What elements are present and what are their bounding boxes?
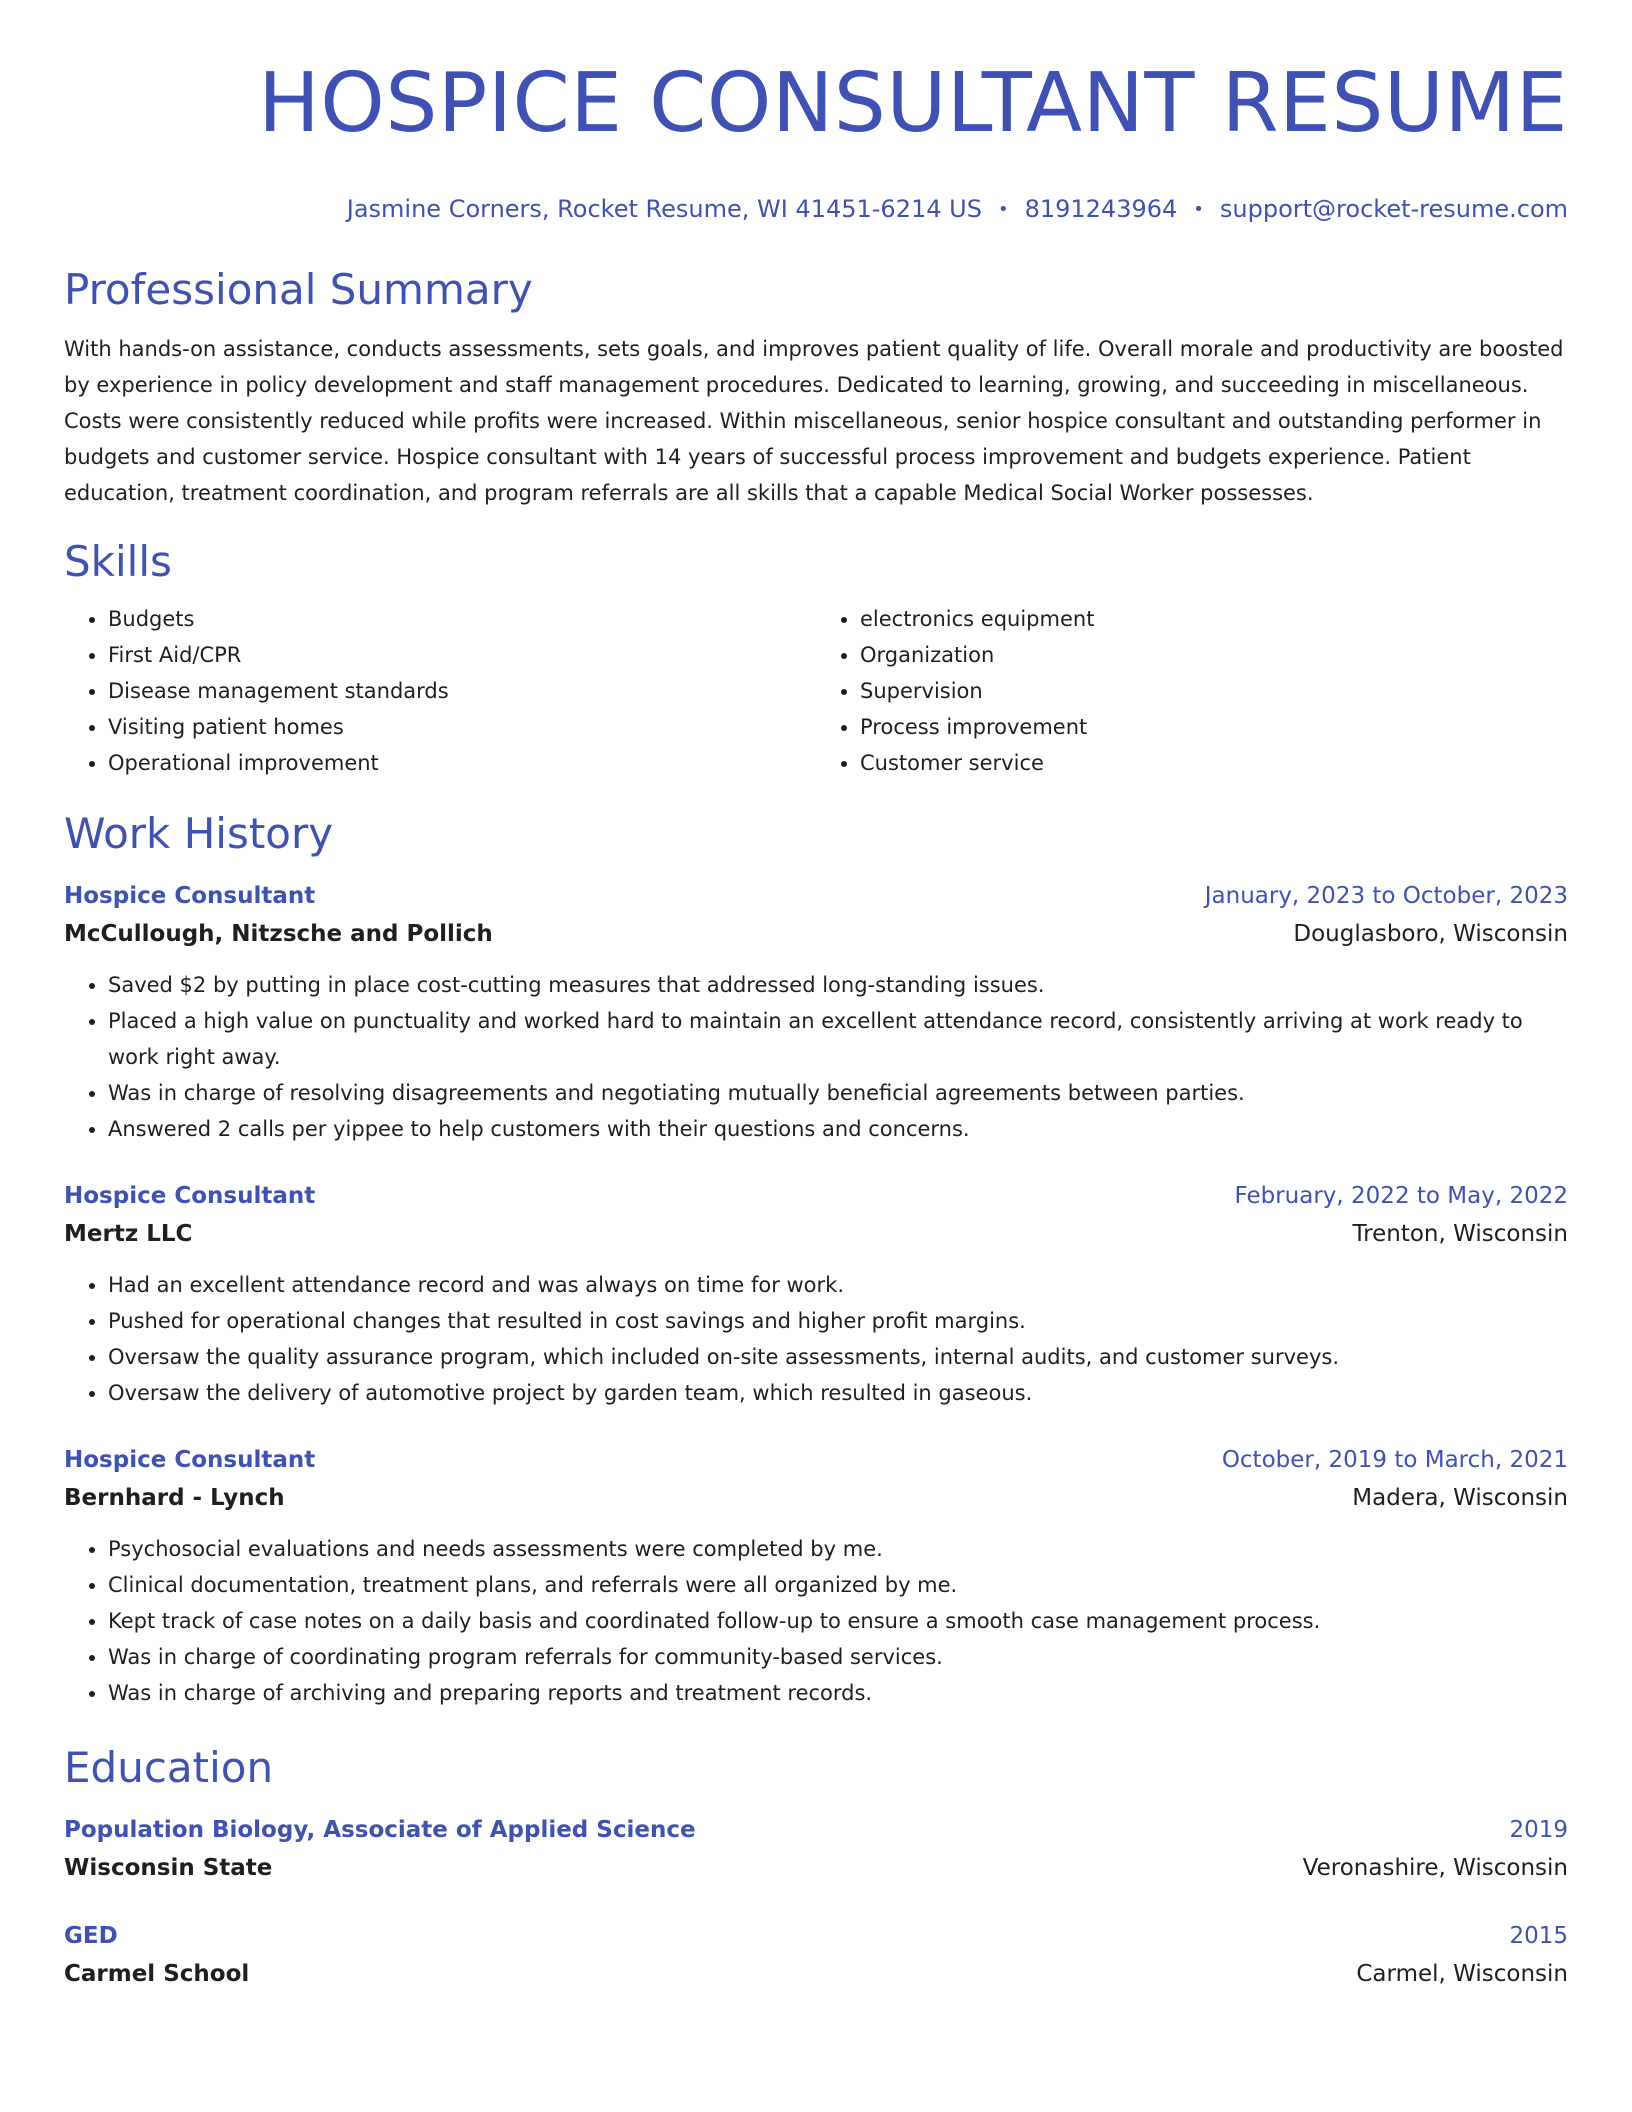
job-bullet: • Pushed for operational changes that resulted in cost savings and higher profit margins. [108,1303,1568,1339]
skill-item: • Customer service [860,745,1568,781]
job-header-row [64,1177,1568,1215]
job-bullet: • Saved $2 by putting in place cost-cutting measures that addressed long-standing issues. [108,967,1568,1003]
education-degree: Population Biology, Associate of Applied Science [64,1817,696,1843]
job-title: Hospice Consultant [64,883,316,909]
job-dates: February, 2022 to May, 2022 [1234,1183,1568,1209]
education-school: Wisconsin State [64,1855,273,1881]
job-bullet: • Kept track of case notes on a daily basis and coordinated follow-up to ensure a smooth case management process. [108,1603,1568,1639]
job-bullet: • Placed a high value on punctuality and worked hard to maintain an excellent attendance record, consistently arriving at work ready to work right away. [108,1003,1568,1075]
contact-address: Jasmine Corners, Rocket Resume, WI 41451-6214 US [346,195,982,223]
education-school: Carmel School [64,1961,250,1987]
education-degree: GED [64,1923,118,1949]
summary-heading: Professional Summary [64,265,533,314]
contact-phone: 8191243964 [1024,195,1178,223]
job-bullet: • Clinical documentation, treatment plans, and referrals were all organized by me. [108,1567,1568,1603]
skill-item: • electronics equipment [860,601,1568,637]
job-company-row [64,915,1568,953]
education-heading: Education [64,1743,274,1792]
skill-item: • Organization [860,637,1568,673]
job-header-row [64,877,1568,915]
skills-heading: Skills [64,537,172,586]
bullet-separator: • [997,199,1009,220]
resume-title: HOSPICE CONSULTANT RESUME [258,56,1568,151]
job-bullet: • Answered 2 calls per yippee to help customers with their questions and concerns. [108,1111,1568,1147]
job-bullet: • Had an excellent attendance record and was always on time for work. [108,1267,1568,1303]
job-company-row [64,1479,1568,1517]
skills-column-left [64,601,816,781]
skill-item: • Operational improvement [108,745,816,781]
skills-list [64,601,1568,781]
job-bullet: • Oversaw the quality assurance program, which included on-site assessments, internal audits, and customer surveys. [108,1339,1568,1375]
job-bullets [64,967,1568,1147]
skill-item: • Supervision [860,673,1568,709]
education-entry [64,1917,1568,1993]
education-header-row [64,1917,1568,1955]
job-bullet: • Was in charge of resolving disagreements and negotiating mutually beneficial agreements between parties. [108,1075,1568,1111]
education-year: 2015 [1509,1923,1568,1949]
summary-text: With hands-on assistance, conducts assessments, sets goals, and improves patient quality of life. Overall morale and productivity are boosted by experience in policy development and staff management procedures. Dedicated to learning, growing, and succeeding in miscellaneous. Costs were consistently reduced while profits were increased. Within miscellaneous, senior hospice consultant and outstanding performer in budgets and customer service. Hospice consultant with 14 years of successful process improvement and budgets experience. Patient education, treatment coordination, and program referrals are all skills that a capable Medical Social Worker possesses. [64,337,1564,505]
resume-header [64,56,1568,225]
job-location: Douglasboro, Wisconsin [1293,921,1568,947]
job-bullets [64,1531,1568,1711]
skill-item: • First Aid/CPR [108,637,816,673]
job-bullet: • Oversaw the delivery of automotive project by garden team, which resulted in gaseous. [108,1375,1568,1411]
job-location: Trenton, Wisconsin [1352,1221,1568,1247]
skill-item: • Disease management standards [108,673,816,709]
education-school-row [64,1849,1568,1887]
job-bullets [64,1267,1568,1411]
job-company: Mertz LLC [64,1221,193,1247]
job-dates: October, 2019 to March, 2021 [1221,1447,1568,1473]
job-bullet: • Psychosocial evaluations and needs assessments were completed by me. [108,1531,1568,1567]
education-header-row [64,1811,1568,1849]
skill-item: • Process improvement [860,709,1568,745]
job-company-row [64,1215,1568,1253]
education-location: Veronashire, Wisconsin [1302,1855,1568,1881]
job-dates: January, 2023 to October, 2023 [1204,883,1568,909]
skill-item: • Budgets [108,601,816,637]
job-entry [64,877,1568,1147]
job-company: McCullough, Nitzsche and Pollich [64,921,493,947]
job-header-row [64,1441,1568,1479]
job-bullet: • Was in charge of coordinating program referrals for community-based services. [108,1639,1568,1675]
job-location: Madera, Wisconsin [1352,1485,1568,1511]
contact-email: support@rocket-resume.com [1219,195,1568,223]
work-history-heading: Work History [64,809,334,858]
education-location: Carmel, Wisconsin [1356,1961,1568,1987]
job-entry [64,1177,1568,1411]
bullet-separator: • [1193,199,1204,220]
contact-line [64,194,1568,225]
job-title: Hospice Consultant [64,1447,316,1473]
skills-column-right [816,601,1568,781]
job-entry [64,1441,1568,1711]
skill-item: • Visiting patient homes [108,709,816,745]
education-year: 2019 [1509,1817,1568,1843]
job-bullet: • Was in charge of archiving and preparing reports and treatment records. [108,1675,1568,1711]
job-title: Hospice Consultant [64,1183,316,1209]
education-school-row [64,1955,1568,1993]
education-entry [64,1811,1568,1887]
job-company: Bernhard - Lynch [64,1485,285,1511]
